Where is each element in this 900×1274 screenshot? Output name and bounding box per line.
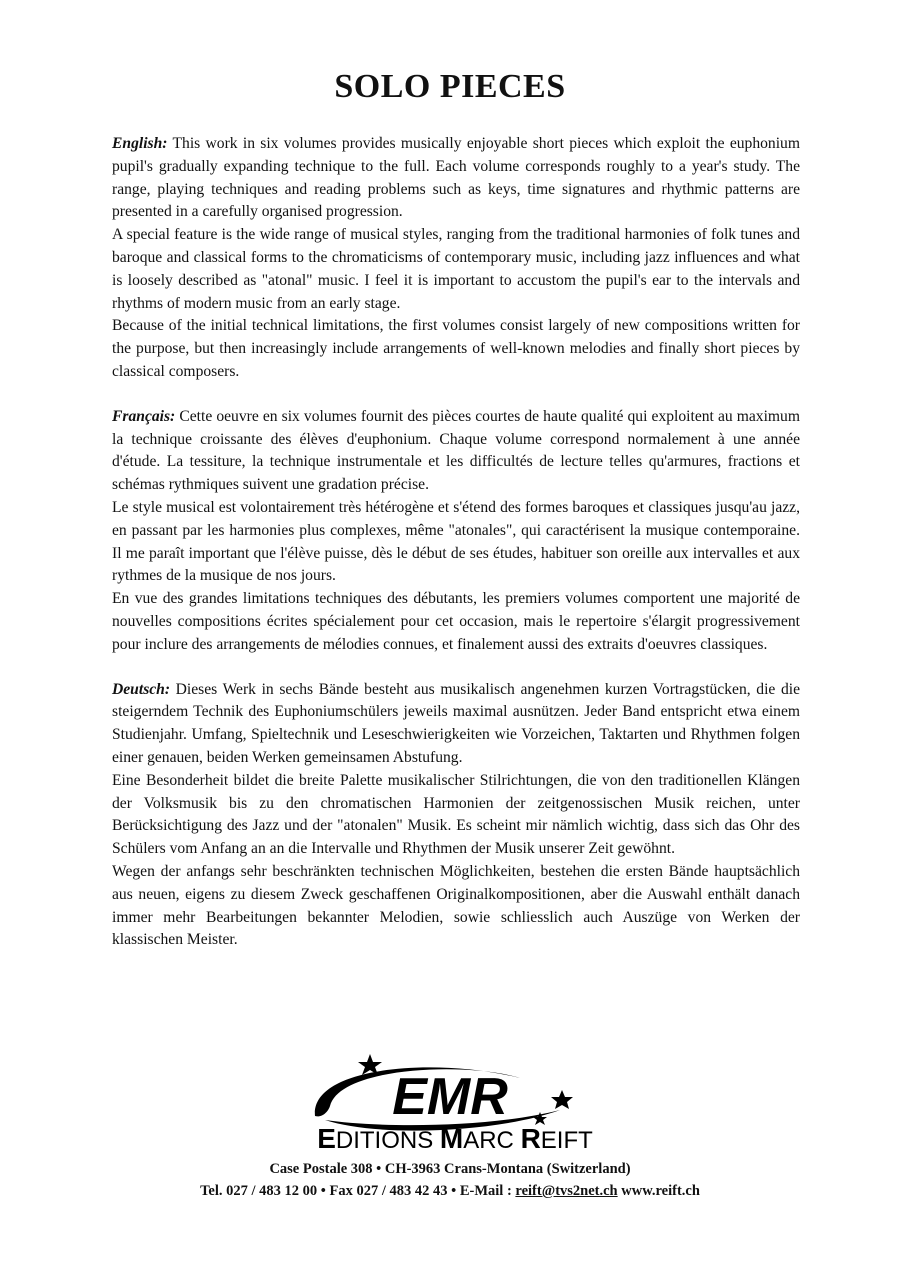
logo-name-initial: E <box>317 1123 336 1154</box>
section-english <box>112 133 800 384</box>
document-body <box>112 133 800 974</box>
footer-contact <box>0 1183 900 1200</box>
paragraph <box>112 679 800 770</box>
paragraph-text: Dieses Werk in sechs Bände besteht aus musikalisch angenehmen kurzen Vortragstücken, die die steigerndem Technik des Euphoniumschülers jeweils maximal ausnützen. Jeder Band entspricht etwa einem Studienjahr. Umfang, Spieltechnik und Leseschwierigkeiten wie Vorzeichen, Taktarten und Rhythmen folgen einer genauen, beiden Werken gemeinsamen Abstufung. <box>112 680 800 766</box>
paragraph: A special feature is the wide range of musical styles, ranging from the traditional harmonies of folk tunes and baroque and classical forms to the chromaticisms of contemporary music, including jazz influences and what is loosely described as "atonal" music. I feel it is important to accustom the pupil's ear to the intervals and rhythms of modern music from an early stage. <box>112 226 800 312</box>
paragraph-text: Cette oeuvre en six volumes fournit des pièces courtes de haute qualité qui exploitent au maximum la technique croissante des élèves d'euphonium. Chaque volume correspond normalement à une année d'étude. La tessiture, la technique instrumentale et les difficultés de lecture telles qu'armures, fractions et schémas rythmiques suivent une gradation précise. <box>112 407 800 494</box>
footer-address: Case Postale 308 • CH-3963 Crans-Montana (Switzerland) <box>269 1161 631 1177</box>
paragraph: Wegen der anfangs sehr beschränkten technischen Möglichkeiten, bestehen die ersten Bände hauptsächlich aus neuen, eigens zu diesem Zweck geschaffenen Originalkompositionen, aber die Auswahl enthält danach immer mehr Bearbeitungen bekannter Melodien, sowie schliesslich auch Auszüge von Werken der klassischen Meister. <box>112 862 800 949</box>
paragraph: Because of the initial technical limitations, the first volumes consist largely of new compositions written for the purpose, but then increasingly include arrangements of well-known melodies and finally short pieces by classical composers. <box>112 317 800 380</box>
logo-name <box>317 1123 593 1154</box>
logo-name-initial: M <box>439 1123 464 1154</box>
section-french <box>112 406 800 657</box>
paragraph <box>112 133 800 224</box>
website-link[interactable]: www.reift.ch <box>621 1183 700 1199</box>
logo-name-initial: R <box>520 1123 541 1154</box>
publisher-logo <box>230 1048 680 1158</box>
logo-name-rest: DITIONS <box>335 1127 440 1154</box>
star-icon <box>551 1090 573 1109</box>
page-title: SOLO PIECES <box>334 68 566 105</box>
language-label: Deutsch: <box>112 680 171 698</box>
contact-numbers: Tel. 027 / 483 12 00 • Fax 027 / 483 42 43 • E-Mail : <box>200 1183 516 1199</box>
section-german <box>112 679 800 953</box>
logo-name-rest: ARC <box>463 1127 521 1154</box>
paragraph: En vue des grandes limitations techniques des débutants, les premiers volumes comportent une majorité de nouvelles compositions écrites spécialement pour cet occasion, mais le repertoire s'élargit progressivement pour inclure des arrangements de mélodies connues, et finalement aussi des extraits d'oeuvres classiques. <box>112 590 800 653</box>
paragraph: Le style musical est volontairement très hétérogène et s'étend des formes baroques et classiques jusqu'au jazz, en passant par les harmonies plus complexes, même "atonales", qui caractérisent la musique contemporaine. Il me paraît important que l'élève puisse, dès le début de ses études, habituer son oreille aux intervalles et aux rythmes de la musique de nos jours. <box>112 498 800 585</box>
logo-name-rest: EIFT <box>540 1127 593 1154</box>
language-label: Français: <box>112 407 176 425</box>
paragraph: Eine Besonderheit bildet die breite Palette musikalischer Stilrichtungen, die von den traditionellen Klängen der Volksmusik bis zu den chromatischen Harmonien der zeitgenossischen Musik reichen, unter Berücksichtigung des Jazz und der "atonalen" Musik. Es scheint mir nämlich wichtig, dass sich das Ohr des Schülers vom Anfang an an die Intervalle und Rhythmen der Musik unserer Zeit gewöhnt. <box>112 771 800 858</box>
email-link[interactable]: reift@tvs2net.ch <box>515 1183 618 1199</box>
paragraph-text: This work in six volumes provides musically enjoyable short pieces which exploit the euphonium pupil's gradually expanding technique to the full. Each volume corresponds roughly to a year's study. The range, playing techniques and reading problems such as keys, time signatures and rhythmic patterns are presented in a carefully organised progression. <box>112 135 800 221</box>
language-label: English: <box>112 135 168 152</box>
paragraph <box>112 406 800 497</box>
logo-mark: EMR <box>392 1068 508 1126</box>
